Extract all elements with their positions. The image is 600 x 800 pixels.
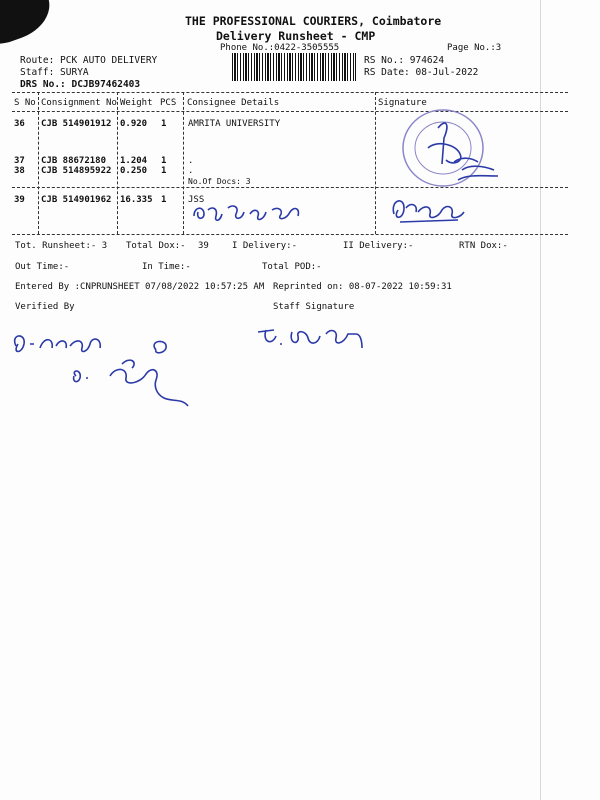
total-dox-label: Total Dox:- <box>126 241 186 251</box>
i-delivery: I Delivery:- <box>232 241 298 251</box>
route: Route: PCK AUTO DELIVERY <box>20 55 158 66</box>
verifier-signature <box>6 326 206 410</box>
tot-runsheet: Tot. Runsheet:- 3 <box>15 241 108 251</box>
column-divider <box>117 92 118 234</box>
table-row-pcs: 1 <box>161 195 167 205</box>
entered-by: Entered By :CNPRUNSHEET 07/08/2022 10:57:25 AM <box>15 282 265 292</box>
header-consignment: Consignment No <box>41 98 117 108</box>
table-row-consignment: CJB 514901962 <box>41 195 112 205</box>
table-row-weight: 0.920 <box>120 119 148 129</box>
total-dox-value: 39 <box>198 241 209 251</box>
header-signature: Signature <box>378 98 427 108</box>
in-time: In Time:- <box>142 262 191 272</box>
table-row-consignment: CJB 514895922 <box>41 166 112 176</box>
rtn-dox: RTN Dox:- <box>459 241 508 251</box>
page-number: Page No.:3 <box>447 43 502 53</box>
delivery-signature <box>388 194 468 226</box>
header-sno: S No <box>14 98 36 108</box>
company-name: THE PROFESSIONAL COURIERS, Coimbatore <box>185 14 442 28</box>
table-row-weight: 16.335 <box>120 195 153 205</box>
header-weight: Weight <box>120 98 153 108</box>
table-row-pcs: 1 <box>161 156 167 166</box>
verified-by: Verified By <box>15 302 75 312</box>
reprinted-on: Reprinted on: 08-07-2022 10:59:31 <box>273 282 452 292</box>
no-of-docs: No.Of Docs: 3 <box>188 177 251 186</box>
scan-artifact <box>0 0 58 52</box>
table-row-consignee: . <box>188 156 194 166</box>
phone-number: Phone No.:0422-3505555 <box>220 43 340 53</box>
document-title: Delivery Runsheet - CMP <box>216 29 376 43</box>
consignee-signature-tamil <box>190 200 310 226</box>
staff: Staff: SURYA <box>20 67 89 78</box>
table-row-consignment: CJB 514901912 <box>41 119 112 129</box>
table-row-consignment: CJB 88672180 <box>41 156 107 166</box>
table-row-pcs: 1 <box>161 119 167 129</box>
header-pcs: PCS <box>160 98 177 108</box>
university-stamp <box>398 104 508 192</box>
table-row-sno: 36 <box>14 119 25 129</box>
table-row-consignee: . <box>188 166 194 176</box>
header-consignee: Consignee Details <box>187 98 280 108</box>
table-bottom-rule <box>12 234 568 235</box>
barcode <box>232 53 356 81</box>
table-row-consignee: AMRITA UNIVERSITY <box>188 119 281 129</box>
table-row-consignee: JSS <box>188 195 205 205</box>
out-time: Out Time:- <box>15 262 70 272</box>
rs-date: RS Date: 08-Jul-2022 <box>364 67 479 78</box>
table-top-rule <box>12 92 568 93</box>
column-divider <box>38 92 39 234</box>
drs-number: DRS No.: DCJB97462403 <box>20 79 141 90</box>
table-row-weight: 1.204 <box>120 156 148 166</box>
rs-number: RS No.: 974624 <box>364 55 445 66</box>
table-row-sno: 39 <box>14 195 25 205</box>
table-row-sno: 37 <box>14 156 25 166</box>
table-row-weight: 0.250 <box>120 166 148 176</box>
page-edge-line <box>540 0 541 800</box>
staff-signature-label: Staff Signature <box>273 302 355 312</box>
ii-delivery: II Delivery:- <box>343 241 414 251</box>
table-row-sno: 38 <box>14 166 25 176</box>
column-divider <box>183 92 184 234</box>
column-divider <box>375 92 376 234</box>
total-pod: Total POD:- <box>262 262 322 272</box>
table-row-pcs: 1 <box>161 166 167 176</box>
staff-signature-tamil <box>252 322 382 356</box>
